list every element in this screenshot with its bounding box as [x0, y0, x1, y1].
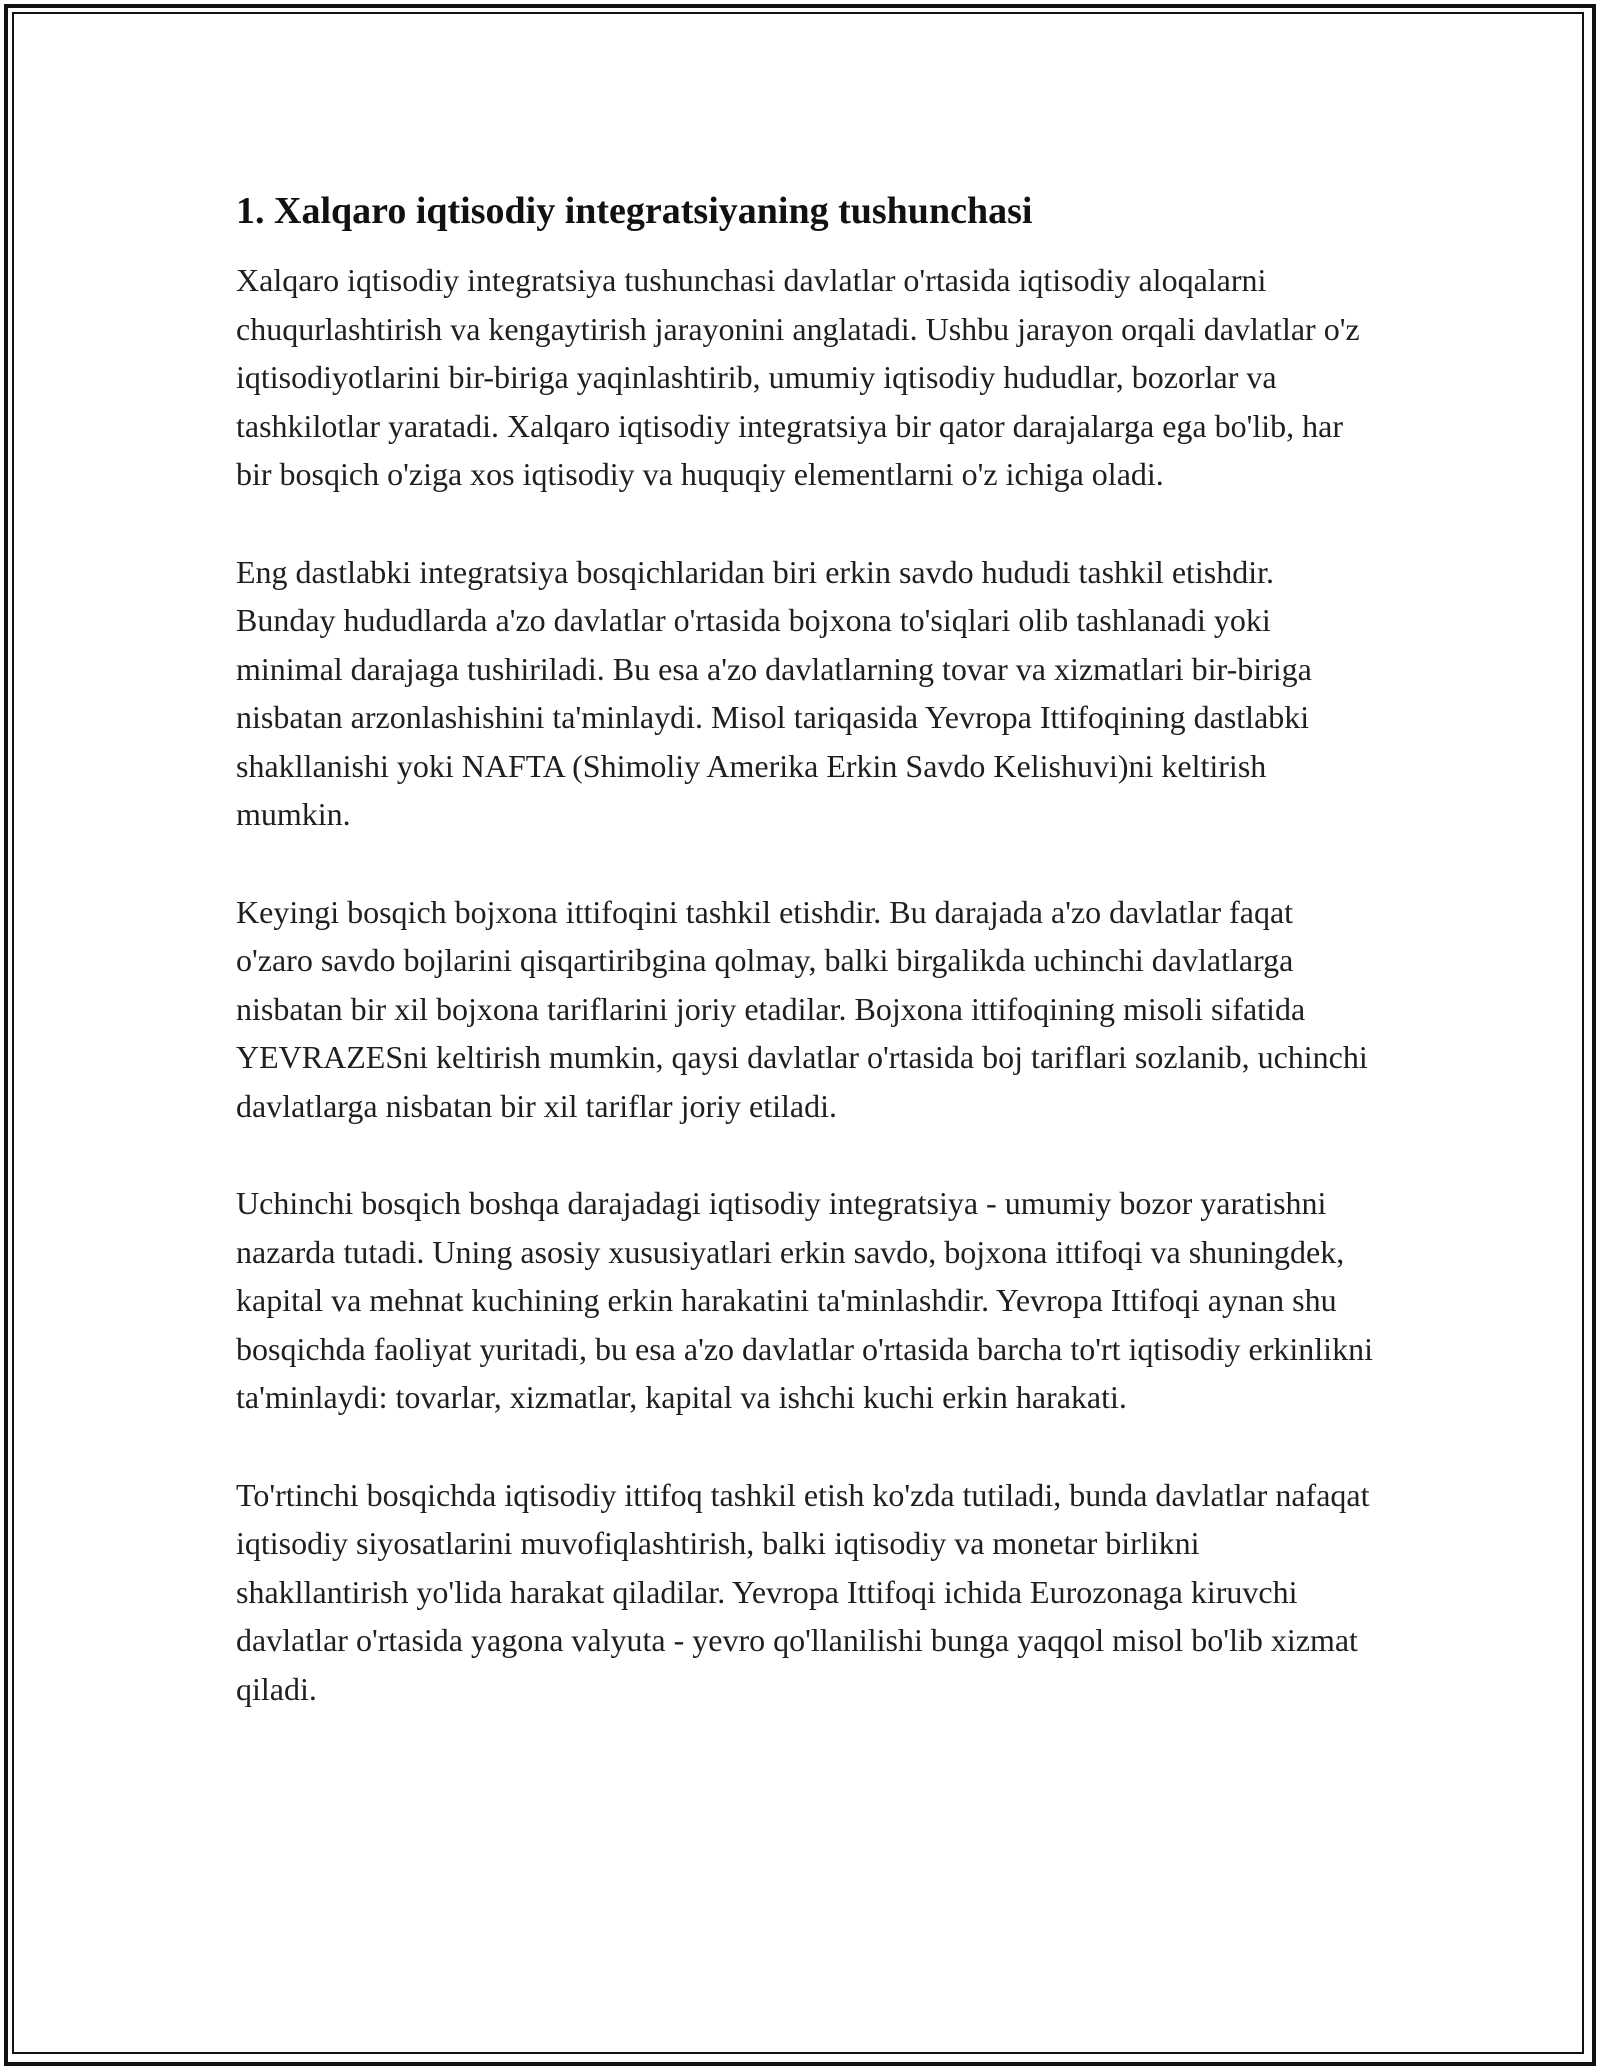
paragraph-common-market: Uchinchi bosqich boshqa darajadagi iqtisodiy integratsiya - umumiy bozor yaratishni nazarda tutadi. Uning asosiy xususiyatlari erkin savdo, bojxona ittifoqi va shuningdek, kapital va mehnat kuchining erkin harakatini ta'minlashdir. Yevropa Ittifoqi aynan shu bosqichda faoliyat yuritadi, bu esa a'zo davlatlar o'rtasida barcha to'rt iqtisodiy erkinlikni ta'minlaydi: tovarlar, xizmatlar, kapital va ishchi kuchi erkin harakati. — [236, 1185, 1373, 1415]
paragraph-free-trade-area: Eng dastlabki integratsiya bosqichlaridan biri erkin savdo hududi tashkil etishdir. Bunday hududlarda a'zo davlatlar o'rtasida bojxona to'siqlari olib tashlanadi yoki minimal darajaga tushiriladi. Bu esa a'zo davlatlarning tovar va xizmatlari bir-biriga nisbatan arzonlashishini ta'minlaydi. Misol tariqasida Yevropa Ittifoqining dastlabki shakllanishi yoki NAFTA (Shimoliy Amerika Erkin Savdo Kelishuvi)ni keltirish mumkin. — [236, 553, 1312, 832]
paragraph-customs-union: Keyingi bosqich bojxona ittifoqini tashkil etishdir. Bu darajada a'zo davlatlar faqat o'zaro savdo bojlarini qisqartiribgina qolmay, balki birgalikda uchinchi davlatlarga nisbatan bir xil bojxona tariflarini joriy etadilar. Bojxona ittifoqining misoli sifatida YEVRAZESni keltirish mumkin, qaysi davlatlar o'rtasida boj tariflari sozlanib, uchinchi davlatlarga nisbatan bir xil tariflar joriy etiladi. — [236, 893, 1368, 1124]
paragraph-economic-union: To'rtinchi bosqichda iqtisodiy ittifoq tashkil etish ko'zda tutiladi, bunda davlatlar nafaqat iqtisodiy siyosatlarini muvofiqlashtirish, balki iqtisodiy va monetar birlikni shakllantirish yo'lida harakat qiladilar. Yevropa Ittifoqi ichida Eurozonaga kiruvchi davlatlar o'rtasida yagona valyuta - yevro qo'llanilishi bunga yaqqol misol bo'lib xizmat qiladi. — [236, 1476, 1370, 1707]
document-body — [236, 186, 1376, 1762]
section-heading: 1. Xalqaro iqtisodiy integratsiyaning tushunchasi — [236, 190, 1033, 232]
paragraph-definition: Xalqaro iqtisodiy integratsiya tushunchasi davlatlar o'rtasida iqtisodiy aloqalarni chuqurlashtirish va kengaytirish jarayonini anglatadi. Ushbu jarayon orqali davlatlar o'z iqtisodiyotlarini bir-biriga yaqinlashtirib, umumiy iqtisodiy hududlar, bozorlar va tashkilotlar yaratadi. Xalqaro iqtisodiy integratsiya bir qator darajalarga ega bo'lib, har bir bosqich o'ziga xos iqtisodiy va huquqiy elementlarni o'z ichiga oladi. — [236, 262, 1360, 492]
